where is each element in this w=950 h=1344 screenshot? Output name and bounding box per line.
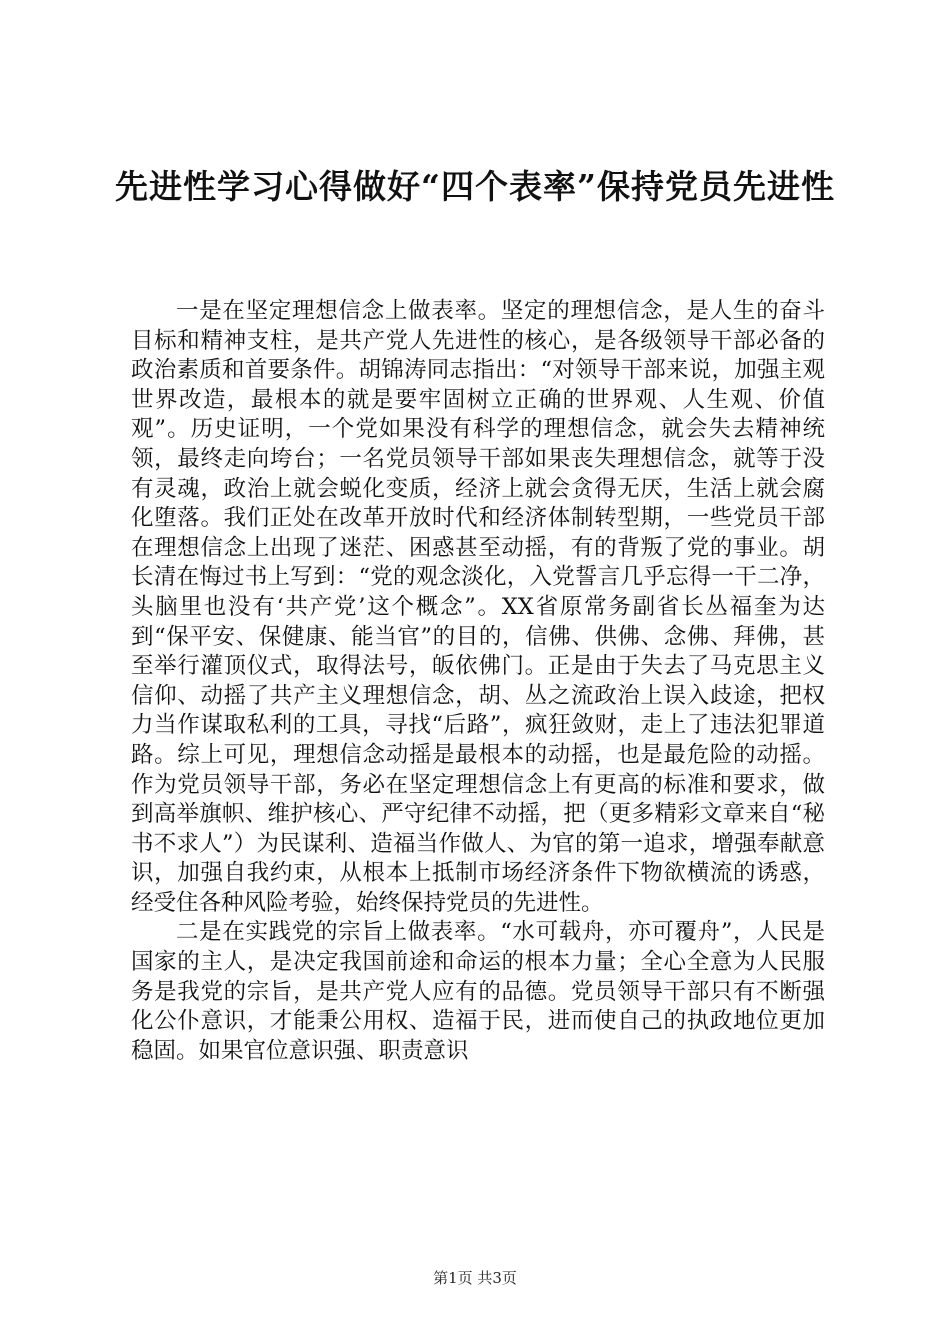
paragraph-1: 一是在坚定理想信念上做表率。坚定的理想信念，是人生的奋斗目标和精神支柱，是共产党人先进性的核心，是各级领导干部必备的政治素质和首要条件。胡锦涛同志指出：“对领导干部来说，加强主观世界改造，最根本的就是要牢固树立正确的世界观、人生观、价值观”。历史证明，一个党如果没有科学的理想信念，就会失去精神统领，最终走向垮台；一名党员领导干部如果丧失理想信念，就等于没有灵魂，政治上就会蜕化变质，经济上就会贪得无厌，生活上就会腐化堕落。我们正处在改革开放时代和经济体制转型期，一些党员干部在理想信念上出现了迷茫、困惑甚至动摇，有的背叛了党的事业。胡长清在悔过书上写到：“党的观念淡化，入党誓言几乎忘得一干二净，头脑里也没有‘共产党’这个概念”。XX省原常务副省长丛福奎为达到“保平安、保健康、能当官”的目的，信佛、供佛、念佛、拜佛，甚至举行灌顶仪式，取得法号，皈依佛门。正是由于失去了马克思主义信仰、动摇了共产主义理想信念，胡、丛之流政治上误入歧途，把权力当作谋取私利的工具，寻找“后路”，疯狂敛财，走上了违法犯罪道路。综上可见，理想信念动摇是最根本的动摇，也是最危险的动摇。作为党员领导干部，务必在坚定理想信念上有更高的标准和要求，做到高举旗帜、维护核心、严守纪律不动摇，把（更多精彩文章来自“秘书不求人”）为民谋利、造福当作做人、为官的第一追求，增强奉献意识，加强自我约束，从根本上抵制市场经济条件下物欲横流的诱惑，经受住各种风险考验，始终保持党员的先进性。 [131, 298, 825, 916]
document-title: 先进性学习心得做好“四个表率”保持党员先进性 [115, 167, 835, 206]
page-number-footer: 第1页 共3页 [433, 1269, 517, 1287]
paragraph-2: 二是在实践党的宗旨上做表率。“水可载舟，亦可覆舟”，人民是国家的主人，是决定我国前途和命运的根本力量；全心全意为人民服务是我党的宗旨，是共产党人应有的品德。党员领导干部只有不断强化公仆意识，才能秉公用权、造福于民，进而使自己的执政地位更加稳固。如果官位意识强、职责意识 [131, 919, 825, 1064]
document-body [131, 297, 825, 1066]
